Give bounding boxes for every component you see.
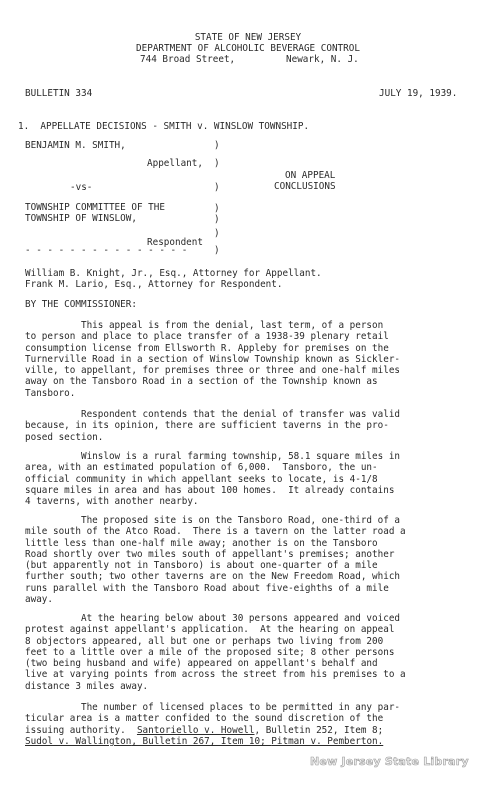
side-title-on-appeal: ON APPEAL [285,170,336,181]
library-stamp: New Jersey State Library [310,755,469,768]
item-heading: 1. APPELLATE DECISIONS - SMITH v. WINSLOW TOWNSHIP. [18,121,310,132]
paragraph-line: Turnerville Road in a section of Winslow Township known as Sickler- [25,353,401,365]
header-department: DEPARTMENT OF ALCOHOLIC BEVERAGE CONTROL [136,43,360,54]
paragraph-line: The number of licensed places to be permitted in any par- [25,702,401,713]
respondent-role: Respondent [147,237,203,248]
paragraph-line: Winslow is a rural farming township, 58.1 square miles in [25,451,401,462]
bulletin-date: JULY 19, 1939. [379,88,458,99]
attorney-respondent: Frank M. Lario, Esq., Attorney for Respondent. [25,279,283,290]
paragraph-line: 8 objectors appeared, all but one or perhaps two living from 200 [25,635,384,647]
versus: -vs- [70,182,93,193]
bulletin-number: BULLETIN 334 [25,88,93,99]
paragraph-line: because, in its opinion, there are sufficient taverns in the pro- [25,420,389,432]
respondent-line2: TOWNSHIP OF WINSLOW, [25,213,137,224]
paragraph-line: ville, to appellant, for premises three or three and one-half miles [25,365,401,377]
header-address: 744 Broad Street, [140,54,236,65]
paragraph-line: away on the Tansboro Road in a section of the Township known as [25,376,378,388]
paragraph-line: (two being husband and wife) appeared on appellant's behalf and [25,658,378,670]
paragraph [25,409,473,443]
side-title-conclusions: CONCLUSIONS [274,181,336,192]
paragraph-line: Tansboro. [25,387,76,399]
paragraph-line: runs parallel with the Tansboro Road about five-eighths of a mile [25,582,389,594]
paragraph-line: Respondent contends that the denial of transfer was valid [25,409,401,420]
paragraph-line: protest against appellant's application. At the hearing on appeal [25,624,395,636]
paragraph [25,702,473,747]
text-run: issuing authority. [25,724,137,736]
case-citation: Santoriello v. Howell [136,724,255,736]
paragraph-line: square miles in area and has about 100 homes. It already contains [25,484,395,496]
paragraph-line: The proposed site is on the Tansboro Road, one-third of a [25,515,401,526]
paragraph-line: (but apparently not in Tansboro) is about one-quarter of a mile [25,560,378,572]
caption-dashes: - - - - - - - - - - - - - - - [25,245,188,256]
paragraph-line: away. [25,594,53,606]
caption-bracket: ) [214,182,220,193]
by-line: BY THE COMMISSIONER: [25,299,137,310]
respondent-line1: TOWNSHIP COMMITTEE OF THE [25,202,165,213]
paragraph-line: consumption license from Ellsworth R. Appleby for premises on the [25,342,389,354]
caption-bracket: ) [214,245,220,256]
paragraph-line: official community in which appellant seeks to locate, is 4-1/8 [25,473,378,485]
header-state: STATE OF NEW JERSEY [194,32,302,43]
paragraph-line: area, with an estimated population of 6,000. Tansboro, the un- [25,462,378,474]
paragraph-line: distance 3 miles away. [25,680,149,692]
caption-bracket: ) [214,158,220,169]
paragraph-line: little less than one-half mile away; another is on the Tansboro [25,537,378,549]
paragraph-line [25,736,473,747]
appellant-name: BENJAMIN M. SMITH, [25,140,126,151]
appellant-role: Appellant, [147,158,203,169]
paragraph-line: At the hearing below about 30 persons appeared and voiced [25,613,401,624]
text-run: , Bulletin 267, Item 10; [131,735,272,747]
paragraph-line: Road shortly over two miles south of appellant's premises; another [25,548,395,560]
paragraph-line: This appeal is from the denial, last term, of a person [25,320,384,331]
paragraph [25,613,473,692]
caption-bracket: ) [214,214,220,225]
paragraph-line: further south; two other taverns are on the New Freedom Road, which [25,571,401,583]
case-citation: Pitman v. Pemberton. [271,735,384,747]
paragraph [25,451,473,507]
paragraph-line: feet to a little over a mile of the proposed site; 8 other persons [25,646,395,658]
paragraph-line: ticular area is a matter confided to the sound discretion of the [25,713,384,725]
paragraph [25,515,473,605]
paragraph-line: to person and place to place transfer of a 1938-39 plenary retail [25,331,389,343]
text-run: , Bulletin 252, Item 8; [254,724,384,736]
paragraph-line [25,725,473,736]
attorney-appellant: William B. Knight, Jr., Esq., Attorney for Appellant. [25,268,322,279]
paragraph [25,320,473,399]
header-city: Newark, N. J. [286,54,359,65]
caption-bracket: ) [214,140,220,151]
paragraph-line: 4 taverns, with another nearby. [25,496,199,508]
paragraph-line: posed section. [25,431,104,443]
case-citation: Sudol v. Wallington [25,735,132,747]
paragraph-line: live at varying points from across the street from his premises to a [25,669,406,681]
paragraph-line: mile south of the Atco Road. There is a tavern on the latter road a [25,526,406,538]
caption-bracket: ) [214,203,220,214]
caption-bracket: ) [214,228,220,239]
